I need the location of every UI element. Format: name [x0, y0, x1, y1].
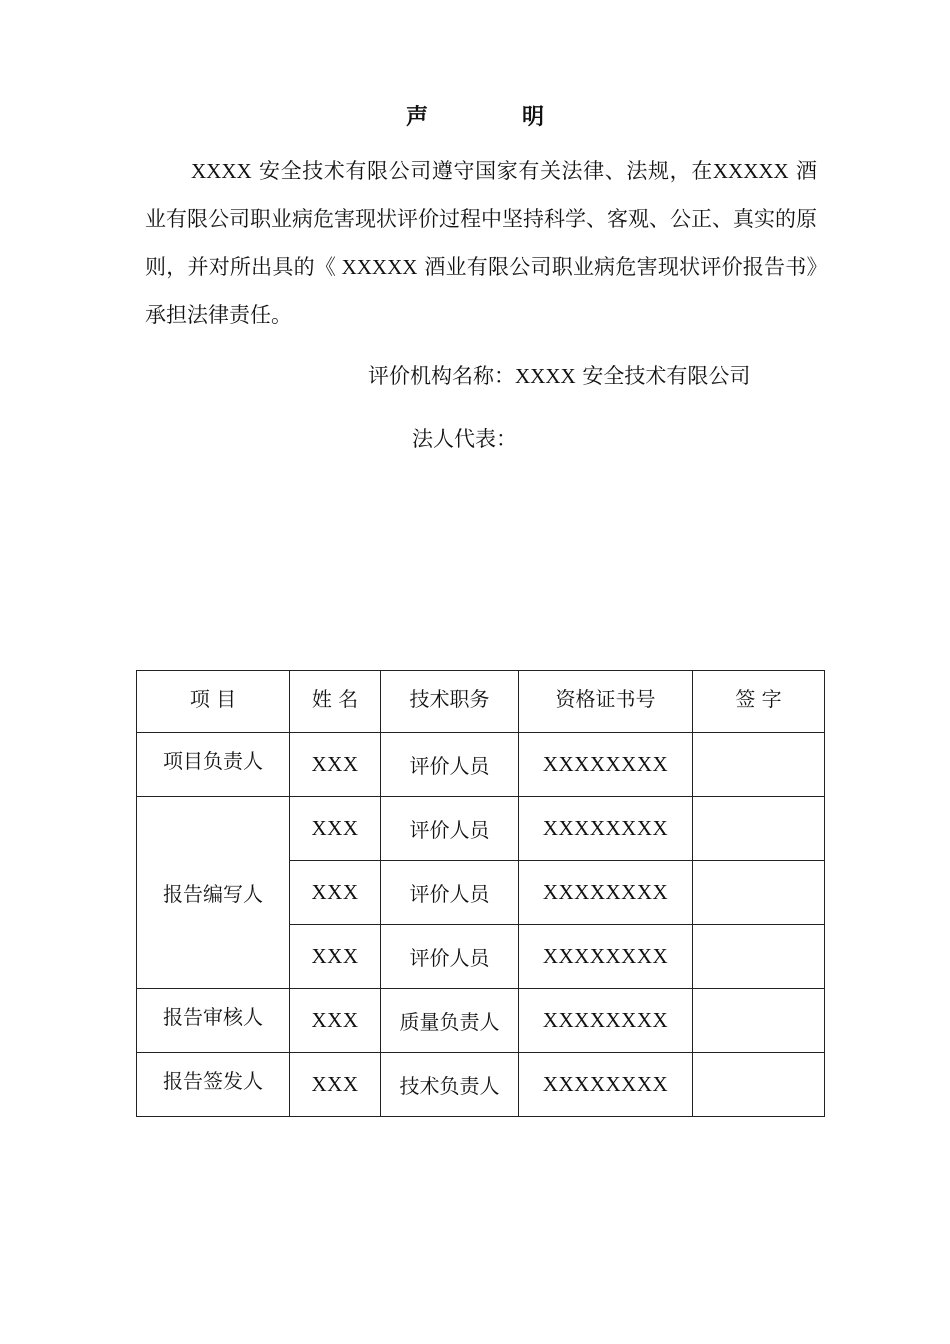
sign-cell	[693, 733, 825, 797]
name-cell: XXX	[290, 1053, 381, 1117]
sign-cell	[693, 797, 825, 861]
paragraph-text-2: 酒业有限公司职业病危害现状评价过程中坚持科学、客观、公正、真实的原则，并对所出具的《	[145, 159, 817, 279]
position-cell: 技术负责人	[381, 1053, 519, 1117]
header-cert: 资格证书号	[519, 671, 693, 733]
sign-cell	[693, 861, 825, 925]
sign-cell	[693, 989, 825, 1053]
legal-rep-label: 法人代表：	[412, 427, 517, 451]
paragraph-text-3: 酒业有限公司职业病危害现状评价报告书》承担法律责任。	[145, 255, 817, 327]
org-name-line	[368, 360, 750, 392]
paragraph-text-1: 安全技术有限公司遵守国家有关法律、法规，在	[251, 159, 713, 183]
org-placeholder: XXXX	[515, 364, 576, 388]
client-placeholder-2: XXXXX	[336, 255, 418, 279]
name-cell: XXX	[290, 989, 381, 1053]
table-row	[137, 797, 825, 861]
org-label: 评价机构名称：	[368, 364, 515, 388]
table-row	[137, 733, 825, 797]
cert-cell: XXXXXXXX	[519, 1053, 693, 1117]
cert-cell: XXXXXXXX	[519, 733, 693, 797]
position-cell: 评价人员	[381, 733, 519, 797]
cert-cell: XXXXXXXX	[519, 797, 693, 861]
position-cell: 质量负责人	[381, 989, 519, 1053]
table-row	[137, 1053, 825, 1117]
header-name: 姓 名	[290, 671, 381, 733]
cert-cell: XXXXXXXX	[519, 925, 693, 989]
client-placeholder: XXXXX	[712, 159, 789, 183]
role-cell: 报告编写人	[137, 797, 290, 989]
name-cell: XXX	[290, 925, 381, 989]
declaration-paragraph	[145, 147, 817, 339]
table-header-row	[137, 671, 825, 733]
position-cell: 评价人员	[381, 861, 519, 925]
org-name: 安全技术有限公司	[575, 364, 751, 388]
position-cell: 评价人员	[381, 797, 519, 861]
table-row	[137, 989, 825, 1053]
company-placeholder: XXXX	[191, 159, 252, 183]
cert-cell: XXXXXXXX	[519, 861, 693, 925]
name-cell: XXX	[290, 797, 381, 861]
sign-cell	[693, 1053, 825, 1117]
cert-cell: XXXXXXXX	[519, 989, 693, 1053]
signature-table	[136, 670, 825, 1117]
header-item: 项 目	[137, 671, 290, 733]
header-sign: 签 字	[693, 671, 825, 733]
name-cell: XXX	[290, 861, 381, 925]
legal-rep-line	[412, 423, 517, 455]
role-cell: 报告签发人	[137, 1053, 290, 1117]
header-position: 技术职务	[381, 671, 519, 733]
sign-cell	[693, 925, 825, 989]
position-cell: 评价人员	[381, 925, 519, 989]
role-cell: 项目负责人	[137, 733, 290, 797]
name-cell: XXX	[290, 733, 381, 797]
role-cell: 报告审核人	[137, 989, 290, 1053]
declaration-title: 声 明	[405, 105, 580, 130]
